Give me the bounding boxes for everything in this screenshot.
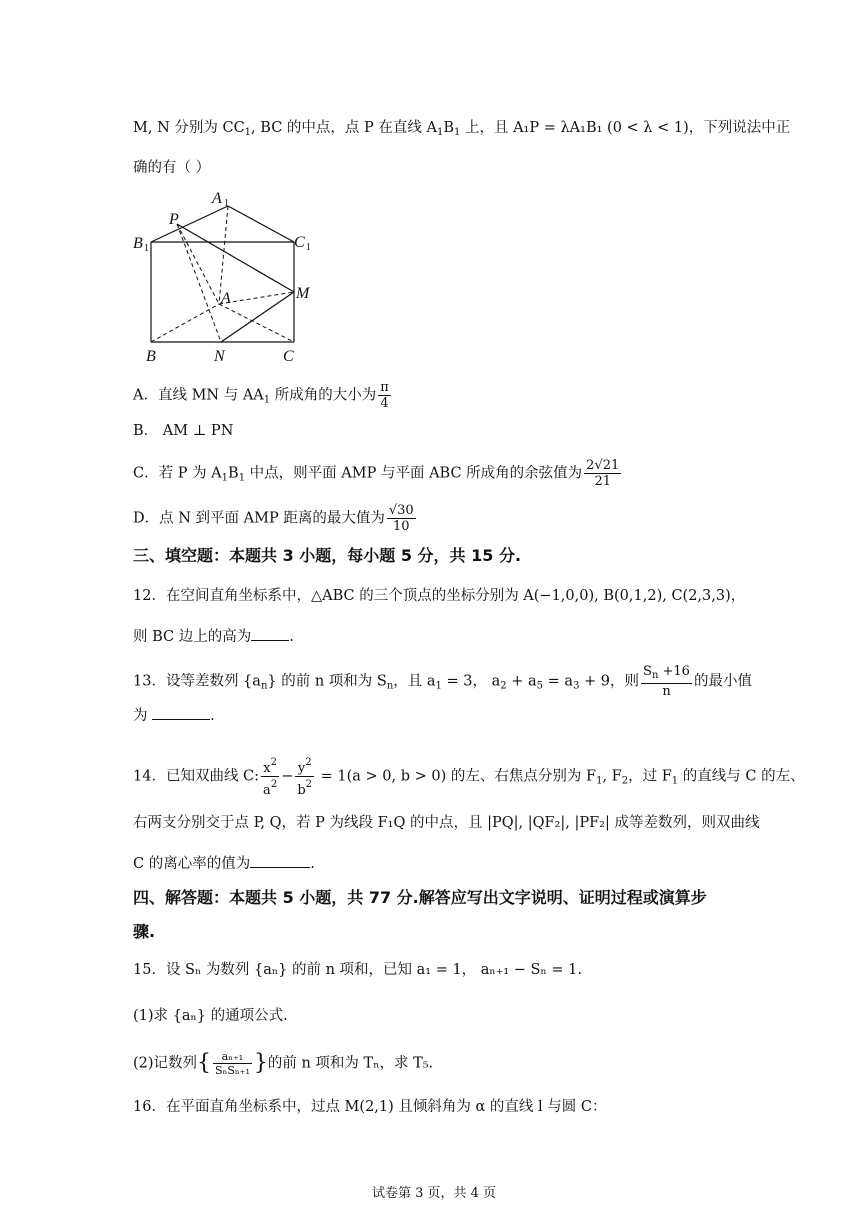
svg-text:1: 1 xyxy=(144,243,149,254)
label-P: P xyxy=(169,211,179,228)
section-4-heading-line2: 骤. xyxy=(133,922,156,941)
q15-part1: (1)求 {aₙ} 的通项公式. xyxy=(133,1008,288,1024)
label-A1: A xyxy=(212,190,222,207)
svg-text:1: 1 xyxy=(306,242,311,253)
answer-blank xyxy=(152,705,210,720)
q15-part2: (2)记数列{ $\frac{\text{aₙ₊₁}}{\text{SₙSₙ₊₁}}$ }的前 n 项和为 Tₙ，求 T₅. xyxy=(133,1050,434,1077)
q14-line2: 右两支分别交于点 P, Q，若 P 为线段 F₁Q 的中点，且 |PQ|, |QF₂|, |PF₂| 成等差数列，则双曲线 xyxy=(133,815,760,831)
q11-option-b: B． AM ⊥ PN xyxy=(133,423,234,439)
q15-line1: 15．设 Sₙ 为数列 {aₙ} 的前 n 项和，已知 a₁ = 1， aₙ₊₁ − Sₙ = 1. xyxy=(133,962,582,978)
label-N: N xyxy=(214,348,225,365)
q14-line3: C 的离心率的值为 . xyxy=(133,853,315,874)
q11-stem-line2: 确的有（ ） xyxy=(133,160,211,176)
q11-option-d: D．点 N 到平面 AMP 距离的最大值为 $\frac{√30}{10}$ xyxy=(133,503,414,534)
q14-line1: 14．已知双曲线 C: $\frac{x^2}{a^2}$ − $\frac{y^2}{b^2}$ = 1(a > 0, b > 0) 的左、右焦点分别为 $F_1$, $F_2$，过 $F_1$ 的直线与 C 的左、 xyxy=(133,757,805,798)
label-M: M xyxy=(296,285,310,302)
answer-blank xyxy=(250,853,310,868)
q13-line1: 13．设等差数列 $\{a_n\}$ 的前 n 项和为 $S_n$，且 $a_1 = 3$， $a_2 + a_5 = a_3 + 9$，则 $\frac{S_n +16}{n}$ 的最小值 xyxy=(133,664,752,699)
prism-figure xyxy=(133,186,333,366)
section-3-heading: 三、填空题：本题共 3 小题，每小题 5 分，共 15 分. xyxy=(133,546,522,565)
section-4-heading-line1: 四、解答题：本题共 5 小题，共 77 分.解答应写出文字说明、证明过程或演算步 xyxy=(133,888,707,907)
svg-text:1: 1 xyxy=(224,198,229,209)
q11-option-c: C．若 P 为 $A_1B_1$ 中点，则平面 AMP 与平面 ABC 所成角的余弦值为 $\frac{2√21}{21}$ xyxy=(133,458,620,489)
label-B: B xyxy=(146,348,156,365)
page-footer: 试卷第 3 页，共 4 页 xyxy=(371,1186,497,1201)
label-B1: B xyxy=(133,235,143,252)
q13-line2: 为 . xyxy=(133,705,215,726)
label-A: A xyxy=(221,290,231,307)
vector-expression: A₁P = λA₁B₁ (0 < λ < 1) xyxy=(513,120,689,136)
q16-line1: 16．在平面直角坐标系中，过点 M(2,1) 且倾斜角为 α 的直线 l 与圆 C： xyxy=(133,1099,607,1115)
q11-option-a: A．直线 MN 与 $AA_1$ 所成角的大小为 $\frac{\pi}{4}$ xyxy=(133,380,389,411)
q11-stem-line1: M, N 分别为 $CC_1$, BC 的中点，点 P 在直线 $A_1B_1$ 上，且 A₁P = λA₁B₁ (0 < λ < 1)，下列说法中正 xyxy=(133,120,791,138)
q12-line2: 则 BC 边上的高为 . xyxy=(133,626,294,647)
label-C1: C xyxy=(294,234,305,251)
label-C: C xyxy=(283,348,294,365)
q12-line1: 12．在空间直角坐标系中，△ABC 的三个顶点的坐标分别为 A(−1,0,0), B(0,1,2), C(2,3,3)， xyxy=(133,588,746,604)
answer-blank xyxy=(251,626,289,641)
